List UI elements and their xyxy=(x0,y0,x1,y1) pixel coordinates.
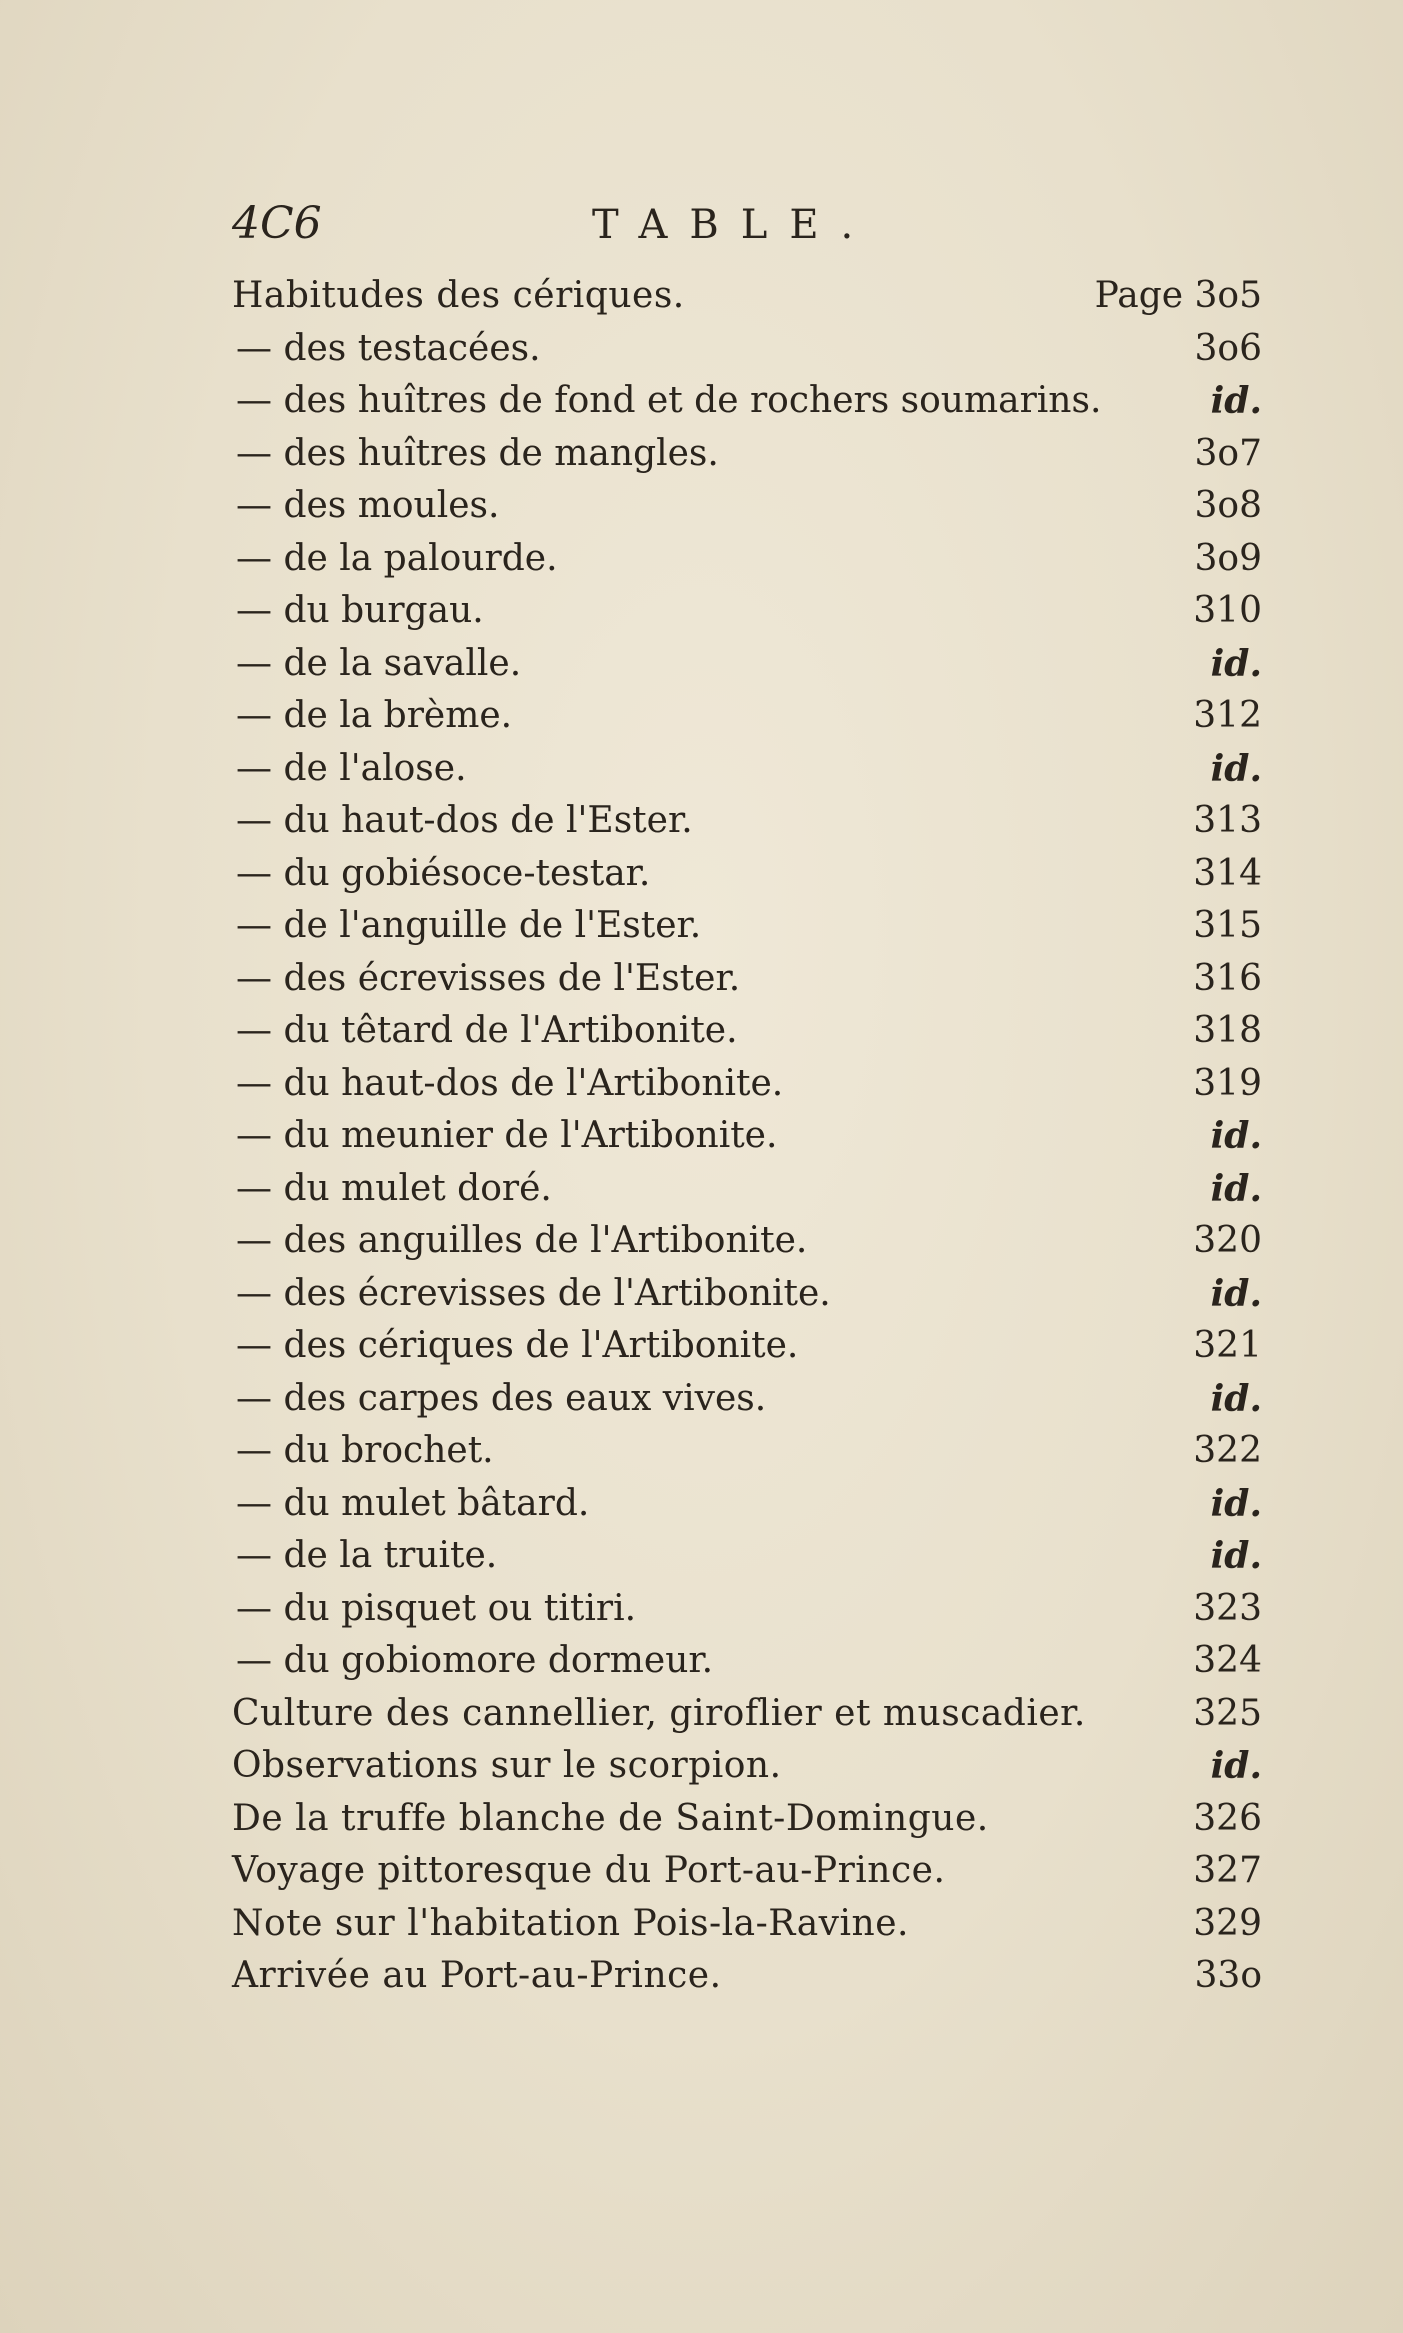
toc-entry-title: — de la palourde. xyxy=(236,537,558,579)
table-of-contents xyxy=(232,270,1262,2003)
toc-entry xyxy=(232,1268,1262,1321)
toc-entry-page: 3o6 xyxy=(1194,327,1262,369)
page-number: 4C6 xyxy=(232,198,322,249)
toc-entry-page: 320 xyxy=(1193,1220,1262,1261)
toc-entry-page: 327 xyxy=(1193,1850,1262,1891)
toc-entry xyxy=(232,848,1262,901)
toc-entry-page: 313 xyxy=(1193,800,1262,841)
toc-entry-page: 322 xyxy=(1193,1430,1262,1471)
toc-entry xyxy=(232,1740,1262,1793)
toc-entry xyxy=(232,428,1262,481)
toc-entry-title: — du pisquet ou titiri. xyxy=(236,1587,637,1629)
toc-entry xyxy=(232,1793,1262,1846)
toc-entry-page: id. xyxy=(1210,1272,1262,1315)
toc-entry xyxy=(232,1425,1262,1478)
toc-entry xyxy=(232,323,1262,376)
toc-entry-title: Observations sur le scorpion. xyxy=(232,1745,782,1786)
toc-entry-title: — des carpes des eaux vives. xyxy=(236,1377,767,1419)
toc-entry-title: — du meunier de l'Artibonite. xyxy=(236,1115,778,1156)
toc-entry xyxy=(232,1898,1262,1951)
toc-entry xyxy=(232,1478,1262,1531)
toc-entry xyxy=(232,1845,1262,1898)
toc-entry-page: id. xyxy=(1210,1482,1262,1525)
toc-entry-page: id. xyxy=(1210,380,1262,422)
toc-entry xyxy=(232,1688,1262,1741)
toc-entry-page: 319 xyxy=(1193,1062,1262,1104)
toc-entry-title: Habitudes des cériques. xyxy=(232,275,685,316)
toc-entry xyxy=(232,743,1262,796)
toc-entry-page: 312 xyxy=(1193,695,1262,736)
toc-entry-title: — des écrevisses de l'Artibonite. xyxy=(236,1272,831,1314)
toc-entry xyxy=(232,1530,1262,1583)
toc-entry-page: id. xyxy=(1210,747,1262,790)
toc-entry xyxy=(232,795,1262,848)
toc-entry-page: id. xyxy=(1210,1377,1262,1420)
toc-entry-title: — des huîtres de fond et de rochers soumarins. xyxy=(236,380,1102,421)
toc-entry-page: id. xyxy=(1210,1535,1262,1577)
toc-entry-title: — de la brème. xyxy=(236,695,513,736)
toc-entry xyxy=(232,1583,1262,1636)
toc-entry-page: 315 xyxy=(1193,905,1262,946)
toc-entry-page: 323 xyxy=(1193,1587,1262,1629)
toc-entry-page: 3o8 xyxy=(1194,485,1262,526)
toc-entry xyxy=(232,638,1262,691)
toc-entry xyxy=(232,1950,1262,2003)
toc-entry xyxy=(232,690,1262,743)
toc-entry-page: 3o9 xyxy=(1194,537,1262,579)
toc-entry-page: id. xyxy=(1210,1115,1262,1157)
toc-entry-title: — de la truite. xyxy=(236,1535,498,1576)
toc-entry xyxy=(232,1058,1262,1111)
toc-entry-title: — du têtard de l'Artibonite. xyxy=(236,1010,738,1051)
toc-entry-page: id. xyxy=(1210,1745,1262,1787)
toc-entry xyxy=(232,1635,1262,1688)
toc-entry-page: 310 xyxy=(1193,590,1262,631)
toc-entry-page: id. xyxy=(1210,642,1262,685)
toc-entry-title: — des anguilles de l'Artibonite. xyxy=(236,1220,808,1261)
toc-entry xyxy=(232,1005,1262,1058)
toc-entry-title: — de la savalle. xyxy=(236,642,522,684)
toc-entry-page: id. xyxy=(1210,1167,1262,1210)
toc-entry xyxy=(232,953,1262,1006)
toc-entry-title: — de l'alose. xyxy=(236,747,467,789)
toc-entry-page: 325 xyxy=(1193,1692,1262,1734)
toc-entry-page: 314 xyxy=(1193,852,1262,894)
toc-entry-title: Arrivée au Port-au-Prince. xyxy=(232,1955,722,1996)
toc-entry-title: — du mulet doré. xyxy=(236,1167,552,1209)
toc-entry-title: — des huîtres de mangles. xyxy=(236,432,719,474)
toc-entry-page: 326 xyxy=(1193,1797,1262,1839)
toc-entry-title: — du gobiésoce-testar. xyxy=(236,852,651,894)
toc-entry-page: 324 xyxy=(1193,1640,1262,1681)
toc-entry xyxy=(232,1110,1262,1163)
toc-entry-title: — des testacées. xyxy=(236,327,541,369)
toc-entry xyxy=(232,1373,1262,1426)
toc-entry-title: — du haut-dos de l'Artibonite. xyxy=(236,1062,784,1104)
toc-entry-title: — du gobiomore dormeur. xyxy=(236,1640,714,1681)
toc-entry xyxy=(232,585,1262,638)
toc-entry-page: 318 xyxy=(1193,1010,1262,1051)
toc-entry-title: — des cériques de l'Artibonite. xyxy=(236,1325,799,1366)
toc-entry-page: Page 3o5 xyxy=(1094,275,1262,316)
toc-entry-title: — du haut-dos de l'Ester. xyxy=(236,800,693,841)
toc-entry xyxy=(232,270,1262,323)
toc-entry xyxy=(232,900,1262,953)
toc-entry-page: 329 xyxy=(1193,1902,1262,1944)
toc-entry-title: — de l'anguille de l'Ester. xyxy=(236,905,702,946)
toc-entry-title: — des moules. xyxy=(236,485,500,526)
toc-entry-page: 3o7 xyxy=(1194,432,1262,474)
toc-entry xyxy=(232,1215,1262,1268)
toc-entry-title: — des écrevisses de l'Ester. xyxy=(236,957,741,999)
toc-entry-page: 33o xyxy=(1194,1955,1262,1996)
toc-entry-title: — du burgau. xyxy=(236,590,484,631)
toc-entry-title: Culture des cannellier, giroflier et muscadier. xyxy=(232,1692,1086,1734)
toc-entry-page: 316 xyxy=(1193,957,1262,999)
toc-entry xyxy=(232,1320,1262,1373)
toc-entry-title: Note sur l'habitation Pois-la-Ravine. xyxy=(232,1902,909,1944)
toc-entry-title: Voyage pittoresque du Port-au-Prince. xyxy=(232,1850,946,1891)
toc-entry xyxy=(232,375,1262,428)
toc-entry xyxy=(232,480,1262,533)
toc-entry xyxy=(232,1163,1262,1216)
toc-entry-title: De la truffe blanche de Saint-Domingue. xyxy=(232,1797,989,1839)
page-header xyxy=(232,198,1242,258)
toc-entry xyxy=(232,533,1262,586)
toc-entry-title: — du mulet bâtard. xyxy=(236,1482,590,1524)
toc-entry-page: 321 xyxy=(1193,1325,1262,1366)
running-title: TABLE. xyxy=(592,202,876,248)
toc-entry-title: — du brochet. xyxy=(236,1430,494,1471)
